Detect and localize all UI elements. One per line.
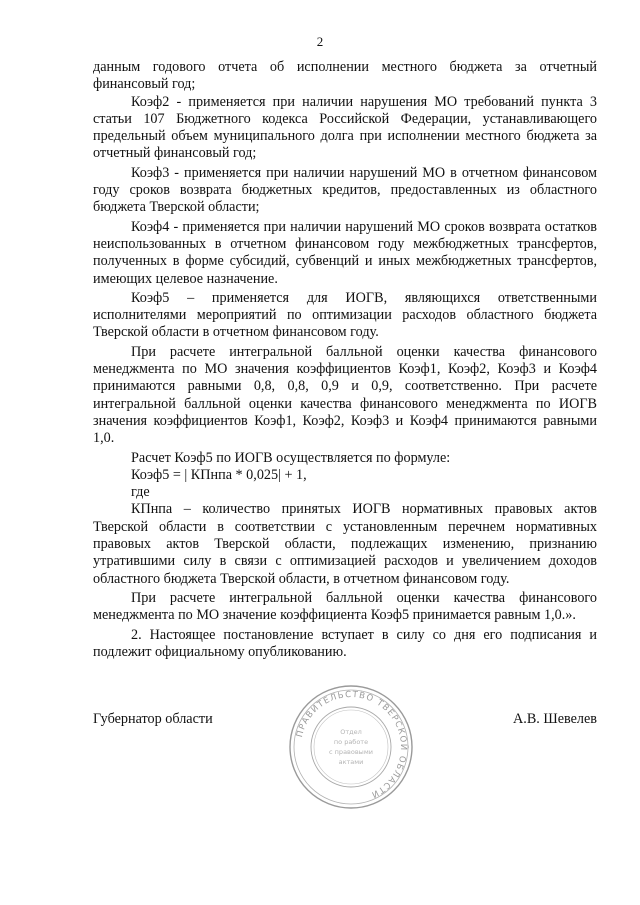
document-body <box>93 59 597 661</box>
official-seal <box>286 682 416 812</box>
paragraph: данным годового отчета об исполнении местного бюджета за отчетный финансовый год; <box>93 59 597 93</box>
seal-center-line: по работе <box>333 738 369 746</box>
signature-name: А.В. Шевелев <box>513 711 597 727</box>
seal-center-line: Отдел <box>340 728 362 736</box>
where-label: где <box>131 484 150 501</box>
paragraph: Коэф3 - применяется при наличии нарушений МО в отчетном финансовом году сроков возврата бюджетных кредитов, предоставленных из областного бюджета Тверской области; <box>93 164 597 216</box>
seal-ring-text: ПРАВИТЕЛЬСТВО ТВЕРСКОЙ ОБЛАСТИ <box>294 689 409 800</box>
seal-center-line: с правовыми <box>329 748 373 756</box>
paragraph: При расчете интегральной балльной оценки качества финансового менеджмента по МО значения коэффициентов Коэф1, Коэф2, Коэф3 и Коэф4 принимаются равными 0,8, 0,8, 0,9 и 0,9, соответственно. При расчете интегральной балльной оценки качества финансового менеджмента по ИОГВ значения коэффициентов Коэф1, Коэф2, Коэф3 и Коэф4 принимаются равными 1,0. <box>93 343 597 447</box>
page-number: 2 <box>316 34 324 49</box>
seal-center-line: актами <box>338 758 364 766</box>
paragraph: 2. Настоящее постановление вступает в силу со дня его подписания и подлежит официальному опубликованию. <box>93 626 597 660</box>
paragraph: Коэф5 – применяется для ИОГВ, являющихся ответственными исполнителями мероприятий по оптимизации расходов областного бюджета Тверской области в отчетном финансовом году. <box>93 289 597 341</box>
formula: Коэф5 = | КПнпа * 0,025| + 1, <box>131 466 307 483</box>
paragraph: Коэф4 - применяется при наличии нарушений МО сроков возврата остатков неиспользованных в отчетном финансовом году межбюджетных трансфертов, полученных в форме субсидий, субвенций и иных межбюджетных трансфертов, имеющих целевое назначение. <box>93 218 597 287</box>
paragraph: Коэф2 - применяется при наличии нарушения МО требований пункта 3 статьи 107 Бюджетного кодекса Российской Федерации, устанавливающего предельный объем муниципального долга при исполнении местного бюджета за отчетный финансовый год; <box>93 93 597 162</box>
paragraph: КПнпа – количество принятых ИОГВ нормативных правовых актов Тверской области в соответствии с установленным перечнем нормативных правовых актов Тверской области, подлежащих изменению, признанию утратившими силу в связи с оптимизацией расходов и увеличением доходов областного бюджета Тверской области, в отчетном финансовом году. <box>93 501 597 587</box>
signature-title: Губернатор области <box>93 711 213 727</box>
paragraph: При расчете интегральной балльной оценки качества финансового менеджмента по МО значение коэффициента Коэф5 принимается равным 1,0.». <box>93 589 597 624</box>
formula-intro: Расчет Коэф5 по ИОГВ осуществляется по формуле: <box>131 449 451 466</box>
